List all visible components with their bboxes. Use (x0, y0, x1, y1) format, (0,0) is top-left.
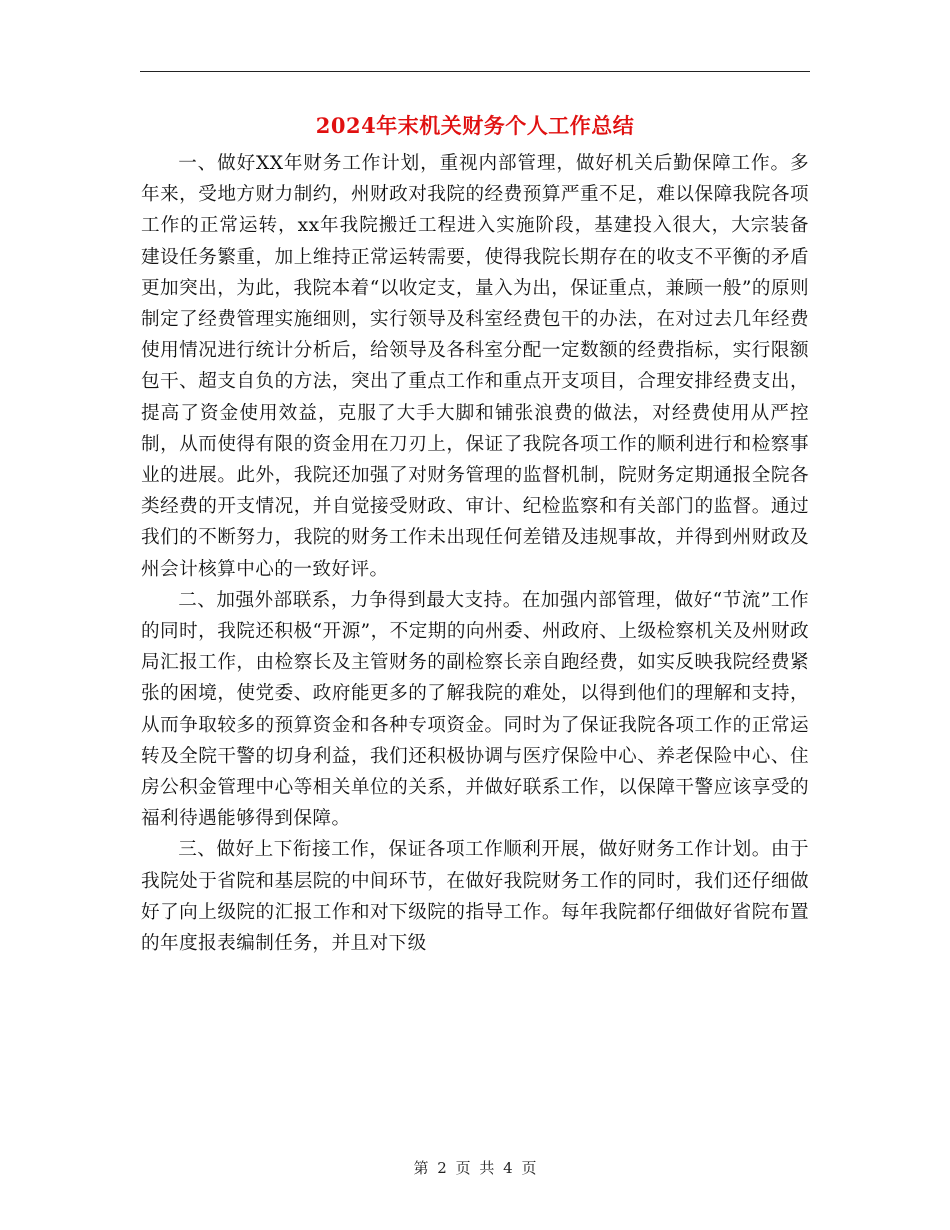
header-rule (140, 71, 810, 72)
document-title: 2024年末机关财务个人工作总结 (315, 113, 635, 138)
document-body (141, 148, 809, 959)
paragraph-2: 二、加强外部联系，力争得到最大支持。在加强内部管理，做好“节流”工作的同时，我院还积极“开源”，不定期的向州委、州政府、上级检察机关及州财政局汇报工作，由检察长及主管财务的副检察长亲自跑经费，如实反映我院经费紧张的困境，使党委、政府能更多的了解我院的难处，以得到他们的理解和支持，从而争取较多的预算资金和各种专项资金。同时为了保证我院各项工作的正常运转及全院干警的切身利益，我们还积极协调与医疗保险中心、养老保险中心、住房公积金管理中心等相关单位的关系，并做好联系工作，以保障干警应该享受的福利待遇能够得到保障。 (141, 589, 809, 830)
paragraph-3: 三、做好上下衔接工作，保证各项工作顺利开展，做好财务工作计划。由于我院处于省院和基层院的中间环节，在做好我院财务工作的同时，我们还仔细做好了向上级院的汇报工作和对下级院的指导工作。每年我院都仔细做好省院布置的年度报表编制任务，并且对下级 (141, 839, 809, 955)
paragraph-1: 一、做好XX年财务工作计划，重视内部管理，做好机关后勤保障工作。多年来，受地方财力制约，州财政对我院的经费预算严重不足，难以保障我院各项工作的正常运转，xx年我院搬迁工程进入实施阶段，基建投入很大，大宗装备建设任务繁重，加上维持正常运转需要，使得我院长期存在的收支不平衡的矛盾更加突出，为此，我院本着“以收定支，量入为出，保证重点，兼顾一般”的原则制定了经费管理实施细则，实行领导及科室经费包干的办法，在对过去几年经费使用情况进行统计分析后，给领导及各科室分配一定数额的经费指标，实行限额包干、超支自负的方法，突出了重点工作和重点开支项目，合理安排经费支出，提高了资金使用效益，克服了大手大脚和铺张浪费的做法，对经费使用从严控制，从而使得有限的资金用在刀刃上，保证了我院各项工作的顺利进行和检察事业的进展。此外，我院还加强了对财务管理的监督机制，院财务定期通报全院各类经费的开支情况，并自觉接受财政、审计、纪检监察和有关部门的监督。通过我们的不断努力，我院的财务工作未出现任何差错及违规事故，并得到州财政及州会计核算中心的一致好评。 (141, 153, 809, 580)
page-number-footer: 第 2 页 共 4 页 (413, 1159, 537, 1177)
